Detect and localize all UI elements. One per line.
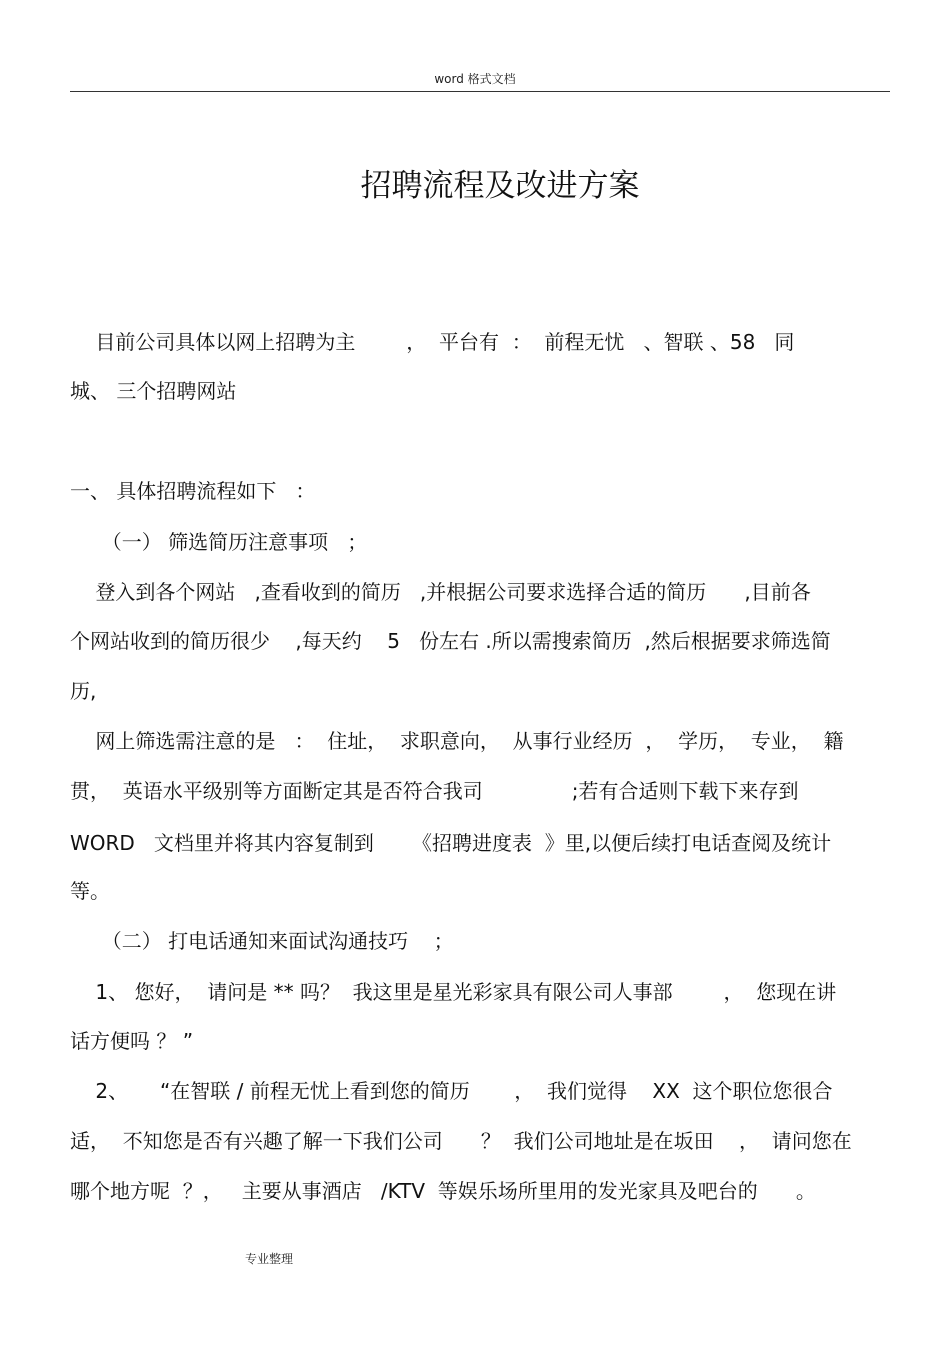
script-item-2-line: 适， 不知您是否有兴趣了解一下我们公司 ？ 我们公司地址是在坂田 ， 请问您在 — [70, 1129, 852, 1153]
subsection-2-heading: （二） 打电话通知来面试沟通技巧 ； — [70, 929, 454, 953]
paragraph-line: 等。 — [70, 879, 110, 903]
document-title: 招聘流程及改进方案 — [360, 168, 640, 204]
paragraph-line: 历, — [70, 679, 97, 703]
paragraph-line: 网上筛选需注意的是 ： 住址， 求职意向， 从事行业经历 ， 学历， 专业， 籍 — [70, 729, 844, 753]
script-item-2-line: 哪个地方呢 ？， 主要从事酒店 /KTV 等娱乐场所里用的发光家具及吧台的 。 — [70, 1179, 816, 1203]
page-footer: 专业整理 — [245, 1252, 294, 1266]
script-item-1-line: 话方便吗 ？ ” — [70, 1029, 194, 1053]
subsection-1-heading: （一） 筛选简历注意事项 ； — [70, 530, 368, 554]
intro-line-2: 城、 三个招聘网站 — [70, 379, 237, 403]
script-item-2-line: 2、 “在智联 / 前程无忧上看到您的简历 ， 我们觉得 XX 这个职位您很合 — [70, 1079, 833, 1103]
page-header: word 格式文档 — [434, 72, 516, 86]
paragraph-line: WORD 文档里并将其内容复制到 《招聘进度表 》里,以便后续打电话查阅及统计 — [70, 831, 832, 855]
paragraph-line: 个网站收到的简历很少 ,每天约 5 份左右 .所以需搜索简历 ,然后根据要求筛选简 — [70, 629, 831, 653]
section-1-heading: 一、 具体招聘流程如下 ： — [70, 479, 316, 503]
paragraph-line: 贯， 英语水平级别等方面断定其是否符合我司 ;若有合适则下载下来存到 — [70, 779, 799, 803]
header-divider — [70, 91, 890, 92]
intro-line-1: 目前公司具体以网上招聘为主 ， 平台有 ： 前程无忧 、智联 、58 同 — [70, 330, 795, 354]
paragraph-line: 登入到各个网站 ,查看收到的简历 ,并根据公司要求选择合适的简历 ,目前各 — [70, 580, 811, 604]
script-item-1-line: 1、 您好， 请问是 ** 吗？ 我这里是星光彩家具有限公司人事部 ， 您现在讲 — [70, 980, 837, 1004]
